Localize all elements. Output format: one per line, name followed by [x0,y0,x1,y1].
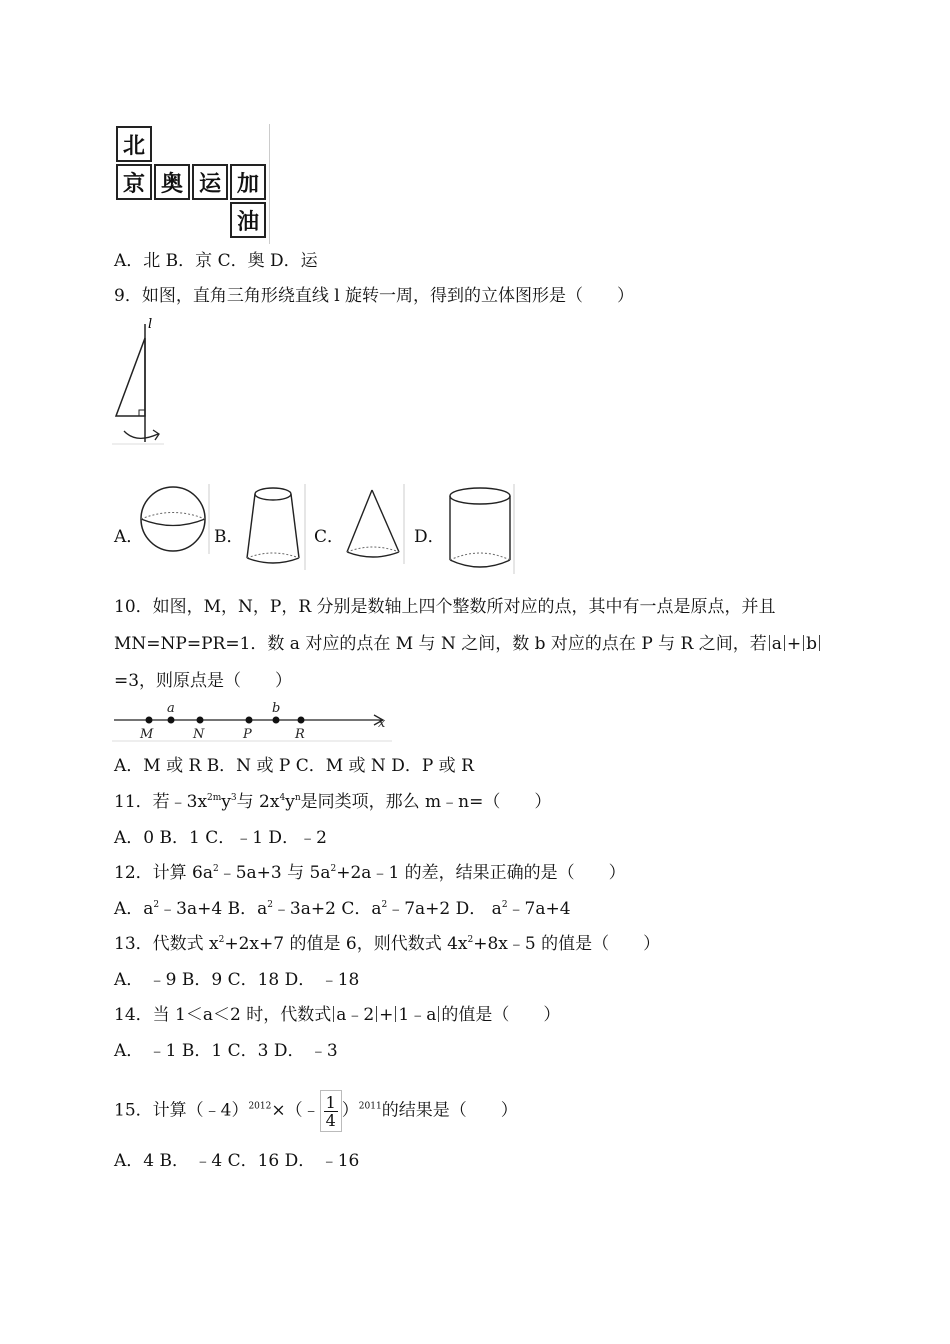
net-cell: 奥 [154,164,190,200]
label-b: b [272,702,281,716]
q13-options: A． ﹣9 B．9 C．18 D． ﹣18 [114,970,360,990]
rotation-arc [124,431,158,438]
q9-option-a-label: A． [114,527,144,547]
q10-stem-line2-text: MN=NP=PR=1．数 a 对应的点在 M 与 N 之间，数 b 对应的点在 P 与 R 之间，若 [114,634,767,654]
net-cell: 油 [230,202,266,238]
q9-option-c-label: C． [314,527,345,547]
point-b [273,717,280,724]
label-p: P [243,727,252,742]
q10-abs-b: b [806,634,818,654]
q10-options: A．M 或 R B．N 或 P C．M 或 N D．P 或 R [114,756,474,776]
point-p [246,717,253,724]
cylinder-figure [444,484,516,574]
q8-options: A．北 B．京 C．奥 D．运 [114,251,318,271]
net-cell: 京 [116,164,152,200]
q10-stem-line3: =3，则原点是（ ） [114,671,293,691]
q14-options: A． ﹣1 B．1 C．3 D． ﹣3 [114,1041,338,1061]
point-a [168,717,175,724]
point-m [146,717,153,724]
cube-net-figure [113,124,271,244]
net-cell: 北 [116,126,152,162]
cone-figure [340,484,406,564]
q9-option-b-label: B． [214,527,244,547]
label-m: M [140,727,154,742]
point-r [298,717,305,724]
q11-stem: 11．若$﹣3x^{2m}y^3$与 $2x^4y^n$是同类项，那么 m﹣n=（ ） [114,792,552,812]
label-r: R [295,727,305,742]
q11-options: A．0 B．1 C．﹣1 D．﹣2 [114,828,327,848]
q12-stem: 12．计算 $6a^2﹣5a+3$ 与 $5a^2+2a﹣1$ 的差，结果正确的是（ ） [114,863,626,883]
q15-options: A．4 B． ﹣4 C．16 D． ﹣16 [114,1151,360,1171]
axis-label-l: l [148,317,153,332]
q15-stem: 15．计算（﹣4）$^{2012}$×（﹣ $\frac{1}{4}$ ）$^{2011}$的结果是（ ） [114,1090,518,1132]
q12-options: A．$a^2﹣3a+4$ B．$a^2﹣3a+2$ C．$a^2﹣7a+2$ D． $a^2﹣7a+4$ [114,899,571,919]
point-n [197,717,204,724]
right-angle-mark [139,410,145,416]
q9-stem: 9．如图，直角三角形绕直线 l 旋转一周，得到的立体图形是（ ） [114,286,635,306]
number-line-figure [112,702,392,742]
right-triangle [116,338,145,416]
q10-plus: + [786,634,802,654]
triangle-rotation-figure [112,316,164,446]
q9-option-d-label: D． [414,527,445,547]
q13-stem: 13．代数式 $x^2+2x+7$ 的值是 6，则代数式 $4x^2+8x﹣5$ 的值是（ ） [114,934,661,954]
label-x: x [378,716,386,731]
label-a: a [167,702,175,716]
figure-frame-edge [269,124,270,244]
frustum-figure [238,484,306,570]
fraction-one-quarter: $\frac{1}{4}$ [320,1090,342,1132]
q14-stem: 14．当 1＜a＜2 时，代数式 a﹣2 + 1﹣a 的值是（ ） [114,1005,561,1025]
label-n: N [193,727,205,742]
q10-stem-line2 [114,633,822,655]
net-cell: 运 [192,164,228,200]
q10-abs-a: a [771,634,782,654]
q10-stem-line1: 10．如图，M，N，P，R 分别是数轴上四个整数所对应的点，其中有一点是原点，并且 [114,597,776,617]
net-cell: 加 [230,164,266,200]
sphere-figure [138,484,210,554]
